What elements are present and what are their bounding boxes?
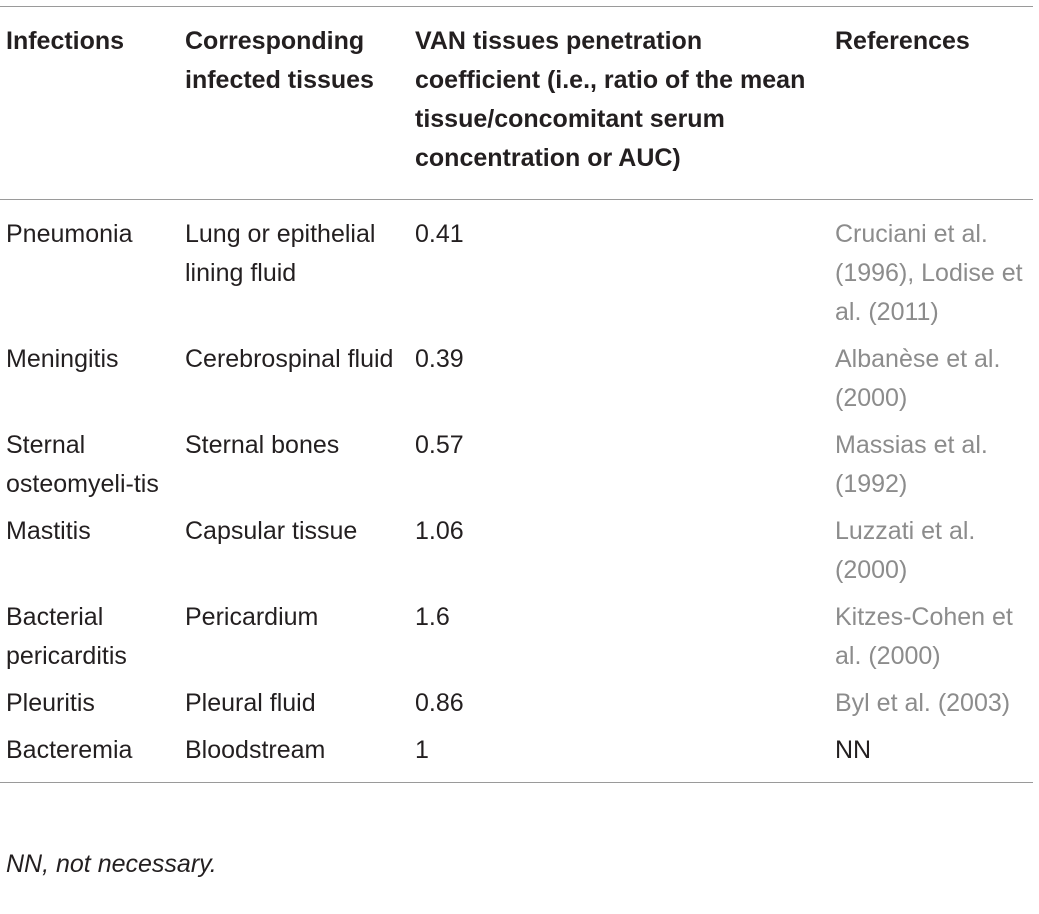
- cell-tissue: Capsular tissue: [185, 517, 358, 545]
- cell-infection: Pneumonia: [6, 220, 133, 248]
- cell-tissue: Bloodstream: [185, 736, 326, 764]
- table-row: [0, 598, 1033, 684]
- cell-infection: Sternal osteomyeli-tis: [6, 431, 159, 498]
- table-row: [0, 340, 1033, 426]
- table-header: [0, 7, 1033, 200]
- cell-reference-link[interactable]: Luzzati et al. (2000): [835, 517, 976, 584]
- cell-reference-link[interactable]: Cruciani et al. (1996), Lodise et al. (2011): [835, 220, 1023, 326]
- table-row: [0, 426, 1033, 512]
- cell-infection: Bacteremia: [6, 736, 133, 764]
- cell-tissue: Pericardium: [185, 603, 319, 631]
- cell-reference-link[interactable]: Massias et al. (1992): [835, 431, 988, 498]
- cell-coefficient: 0.39: [415, 345, 464, 373]
- cell-coefficient: 0.57: [415, 431, 464, 459]
- table-row: [0, 512, 1033, 598]
- cell-reference-link[interactable]: Byl et al. (2003): [835, 689, 1011, 717]
- table-row: [0, 200, 1033, 341]
- cell-tissue: Lung or epithelial lining fluid: [185, 220, 376, 287]
- cell-coefficient: 1: [415, 736, 429, 764]
- header-row: [0, 7, 1033, 200]
- cell-tissue: Sternal bones: [185, 431, 340, 459]
- cell-coefficient: 1.06: [415, 517, 464, 545]
- table-footnote: NN, not necessary.: [6, 850, 217, 878]
- cell-tissue: Cerebrospinal fluid: [185, 345, 394, 373]
- cell-reference: NN: [835, 736, 872, 764]
- cell-infection: Bacterial pericarditis: [6, 603, 127, 670]
- cell-infection: Mastitis: [6, 517, 91, 545]
- cell-coefficient: 0.86: [415, 689, 464, 717]
- vancomycin-penetration-table: [0, 6, 1033, 783]
- cell-infection: Meningitis: [6, 345, 119, 373]
- cell-tissue: Pleural fluid: [185, 689, 316, 717]
- cell-coefficient: 1.6: [415, 603, 450, 631]
- cell-coefficient: 0.41: [415, 220, 464, 248]
- table-body: [0, 200, 1033, 783]
- cell-reference-link[interactable]: Kitzes-Cohen et al. (2000): [835, 603, 1013, 670]
- header-infections: Infections: [6, 27, 125, 55]
- table-row: [0, 684, 1033, 731]
- cell-infection: Pleuritis: [6, 689, 95, 717]
- header-references: References: [835, 27, 970, 55]
- header-penetration-coefficient: VAN tissues penetration coefficient (i.e., ratio of the mean tissue/concomitant serum concentration or AUC): [415, 27, 806, 172]
- table-row: [0, 731, 1033, 783]
- header-infected-tissues: Corresponding infected tissues: [185, 27, 374, 94]
- cell-reference-link[interactable]: Albanèse et al. (2000): [835, 345, 1001, 412]
